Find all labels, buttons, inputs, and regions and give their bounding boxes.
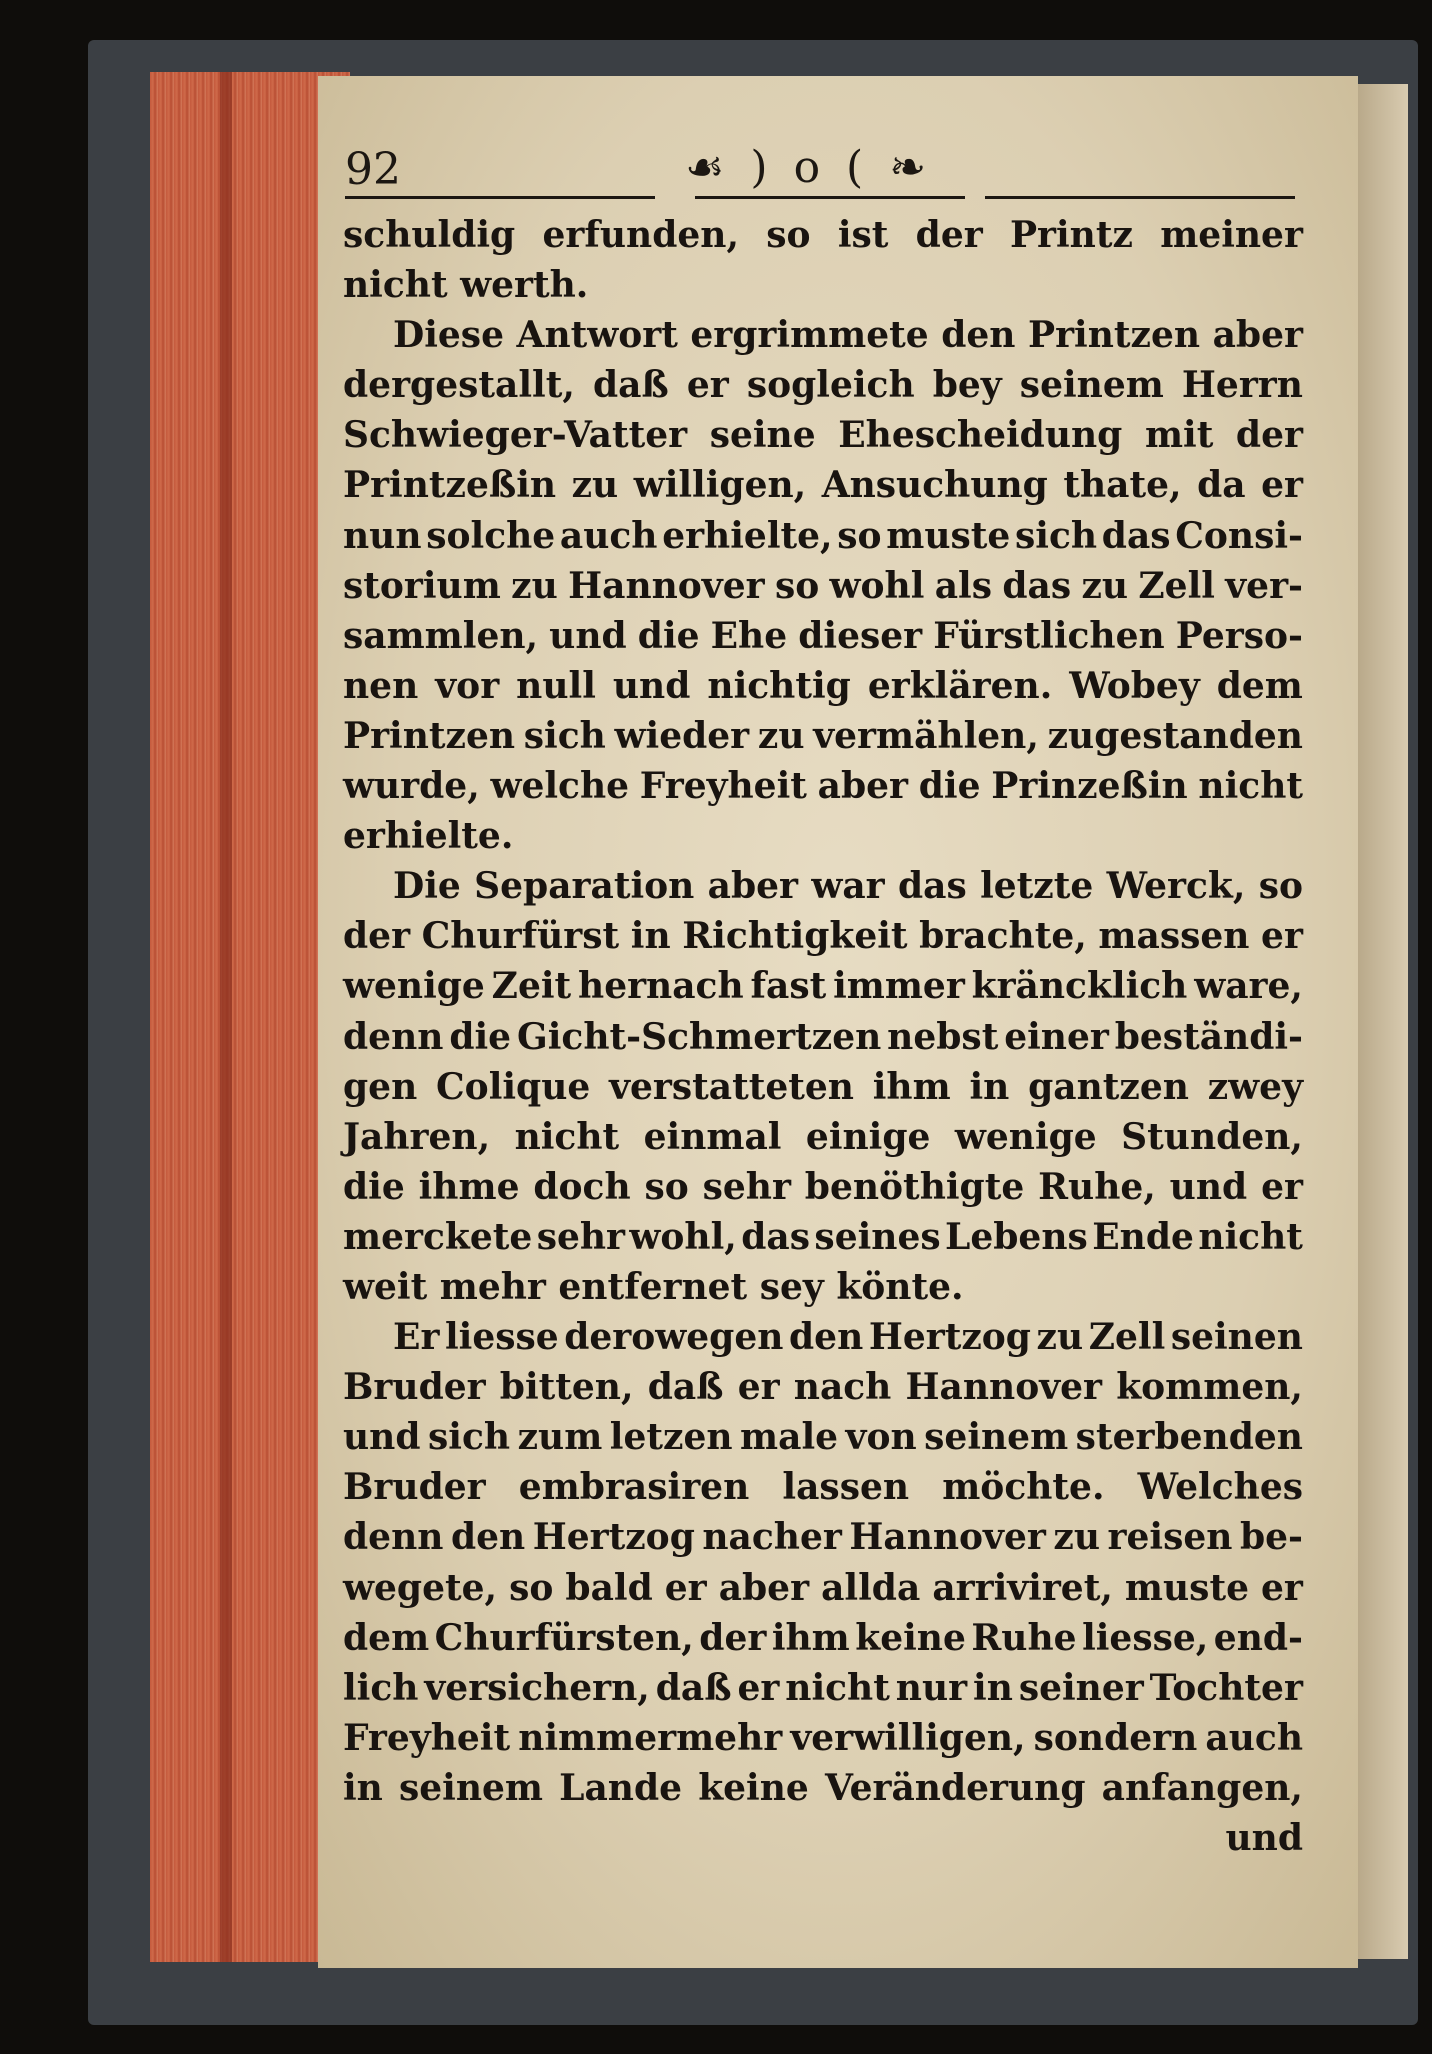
text-line: Schwieger-Vatter seine Ehescheidung mit der: [343, 414, 1303, 457]
text-line: und sich zum letzen male von seinem sterbenden: [343, 1416, 1303, 1459]
text-line: denn die Gicht-Schmertzen nebst einer beständi-: [343, 1015, 1303, 1058]
text-line: weit mehr entfernet sey könte.: [343, 1265, 964, 1308]
text-line: schuldig erfunden, so ist der Printz meiner: [343, 214, 1303, 256]
text-line: merckete sehr wohl, das seines Lebens Ende nicht: [343, 1215, 1303, 1258]
running-header: [345, 142, 1295, 202]
paragraph-first-line: Er liesse derowegen den Hertzog zu Zell seinen: [393, 1316, 1303, 1359]
text-line: der Churfürst in Richtigkeit brachte, massen er: [343, 915, 1303, 958]
text-line: Printzeßin zu willigen, Ansuchung thate, da er: [343, 464, 1303, 507]
text-line: Bruder embrasiren lassen möchte. Welches: [343, 1466, 1303, 1509]
text-line: storium zu Hannover so wohl als das zu Zell ver-: [343, 564, 1303, 607]
catchword: und: [1225, 1817, 1303, 1859]
text-line: lich versichern, daß er nicht nur in seiner Tochter: [343, 1666, 1303, 1709]
header-rule-right: [985, 196, 1295, 199]
header-ornament: ☙ ) o ( ❧: [685, 142, 933, 193]
text-line: Printzen sich wieder zu vermählen, zugestanden: [343, 714, 1303, 757]
facing-page-edge: [1358, 84, 1408, 1959]
text-line: sammlen, und die Ehe dieser Fürstlichen Perso-: [343, 614, 1303, 657]
header-rule-center: [695, 196, 965, 199]
text-line: die ihme doch so sehr benöthigte Ruhe, und er: [343, 1165, 1303, 1208]
paragraph-first-line: Diese Antwort ergrimmete den Printzen aber: [393, 314, 1303, 357]
text-line: denn den Hertzog nacher Hannover zu reisen be-: [343, 1516, 1303, 1559]
text-line: in seinem Lande keine Veränderung anfangen,: [343, 1766, 1303, 1809]
text-line: dergestallt, daß er sogleich bey seinem Herrn: [343, 364, 1303, 407]
header-rule-left: [345, 196, 655, 199]
text-line: wegete, so bald er aber allda arriviret, muste er: [343, 1566, 1303, 1609]
text-line: nicht werth.: [343, 264, 589, 307]
text-line: dem Churfürsten, der ihm keine Ruhe liesse, end-: [343, 1616, 1303, 1659]
page-number: 92: [345, 144, 401, 195]
text-line: Bruder bitten, daß er nach Hannover kommen,: [343, 1366, 1303, 1409]
page-edge-shadow: [220, 72, 232, 1962]
text-line: Freyheit nimmermehr verwilligen, sondern auch: [343, 1716, 1303, 1759]
text-line: wenige Zeit hernach fast immer kräncklich ware,: [343, 965, 1303, 1008]
text-line: wurde, welche Freyheit aber die Prinzeßin nicht: [343, 765, 1303, 808]
text-line: Jahren, nicht einmal einige wenige Stunden,: [343, 1115, 1303, 1158]
text-line: erhielte.: [343, 815, 514, 858]
text-line: gen Colique verstatteten ihm in gantzen zwey: [343, 1065, 1303, 1108]
text-line: nun solche auch erhielte, so muste sich das Consi-: [343, 514, 1303, 557]
text-line: nen vor null und nichtig erklären. Wobey dem: [343, 664, 1303, 707]
body-text: [343, 210, 1303, 1863]
paragraph-first-line: Die Separation aber war das letzte Werck, so: [393, 865, 1303, 908]
